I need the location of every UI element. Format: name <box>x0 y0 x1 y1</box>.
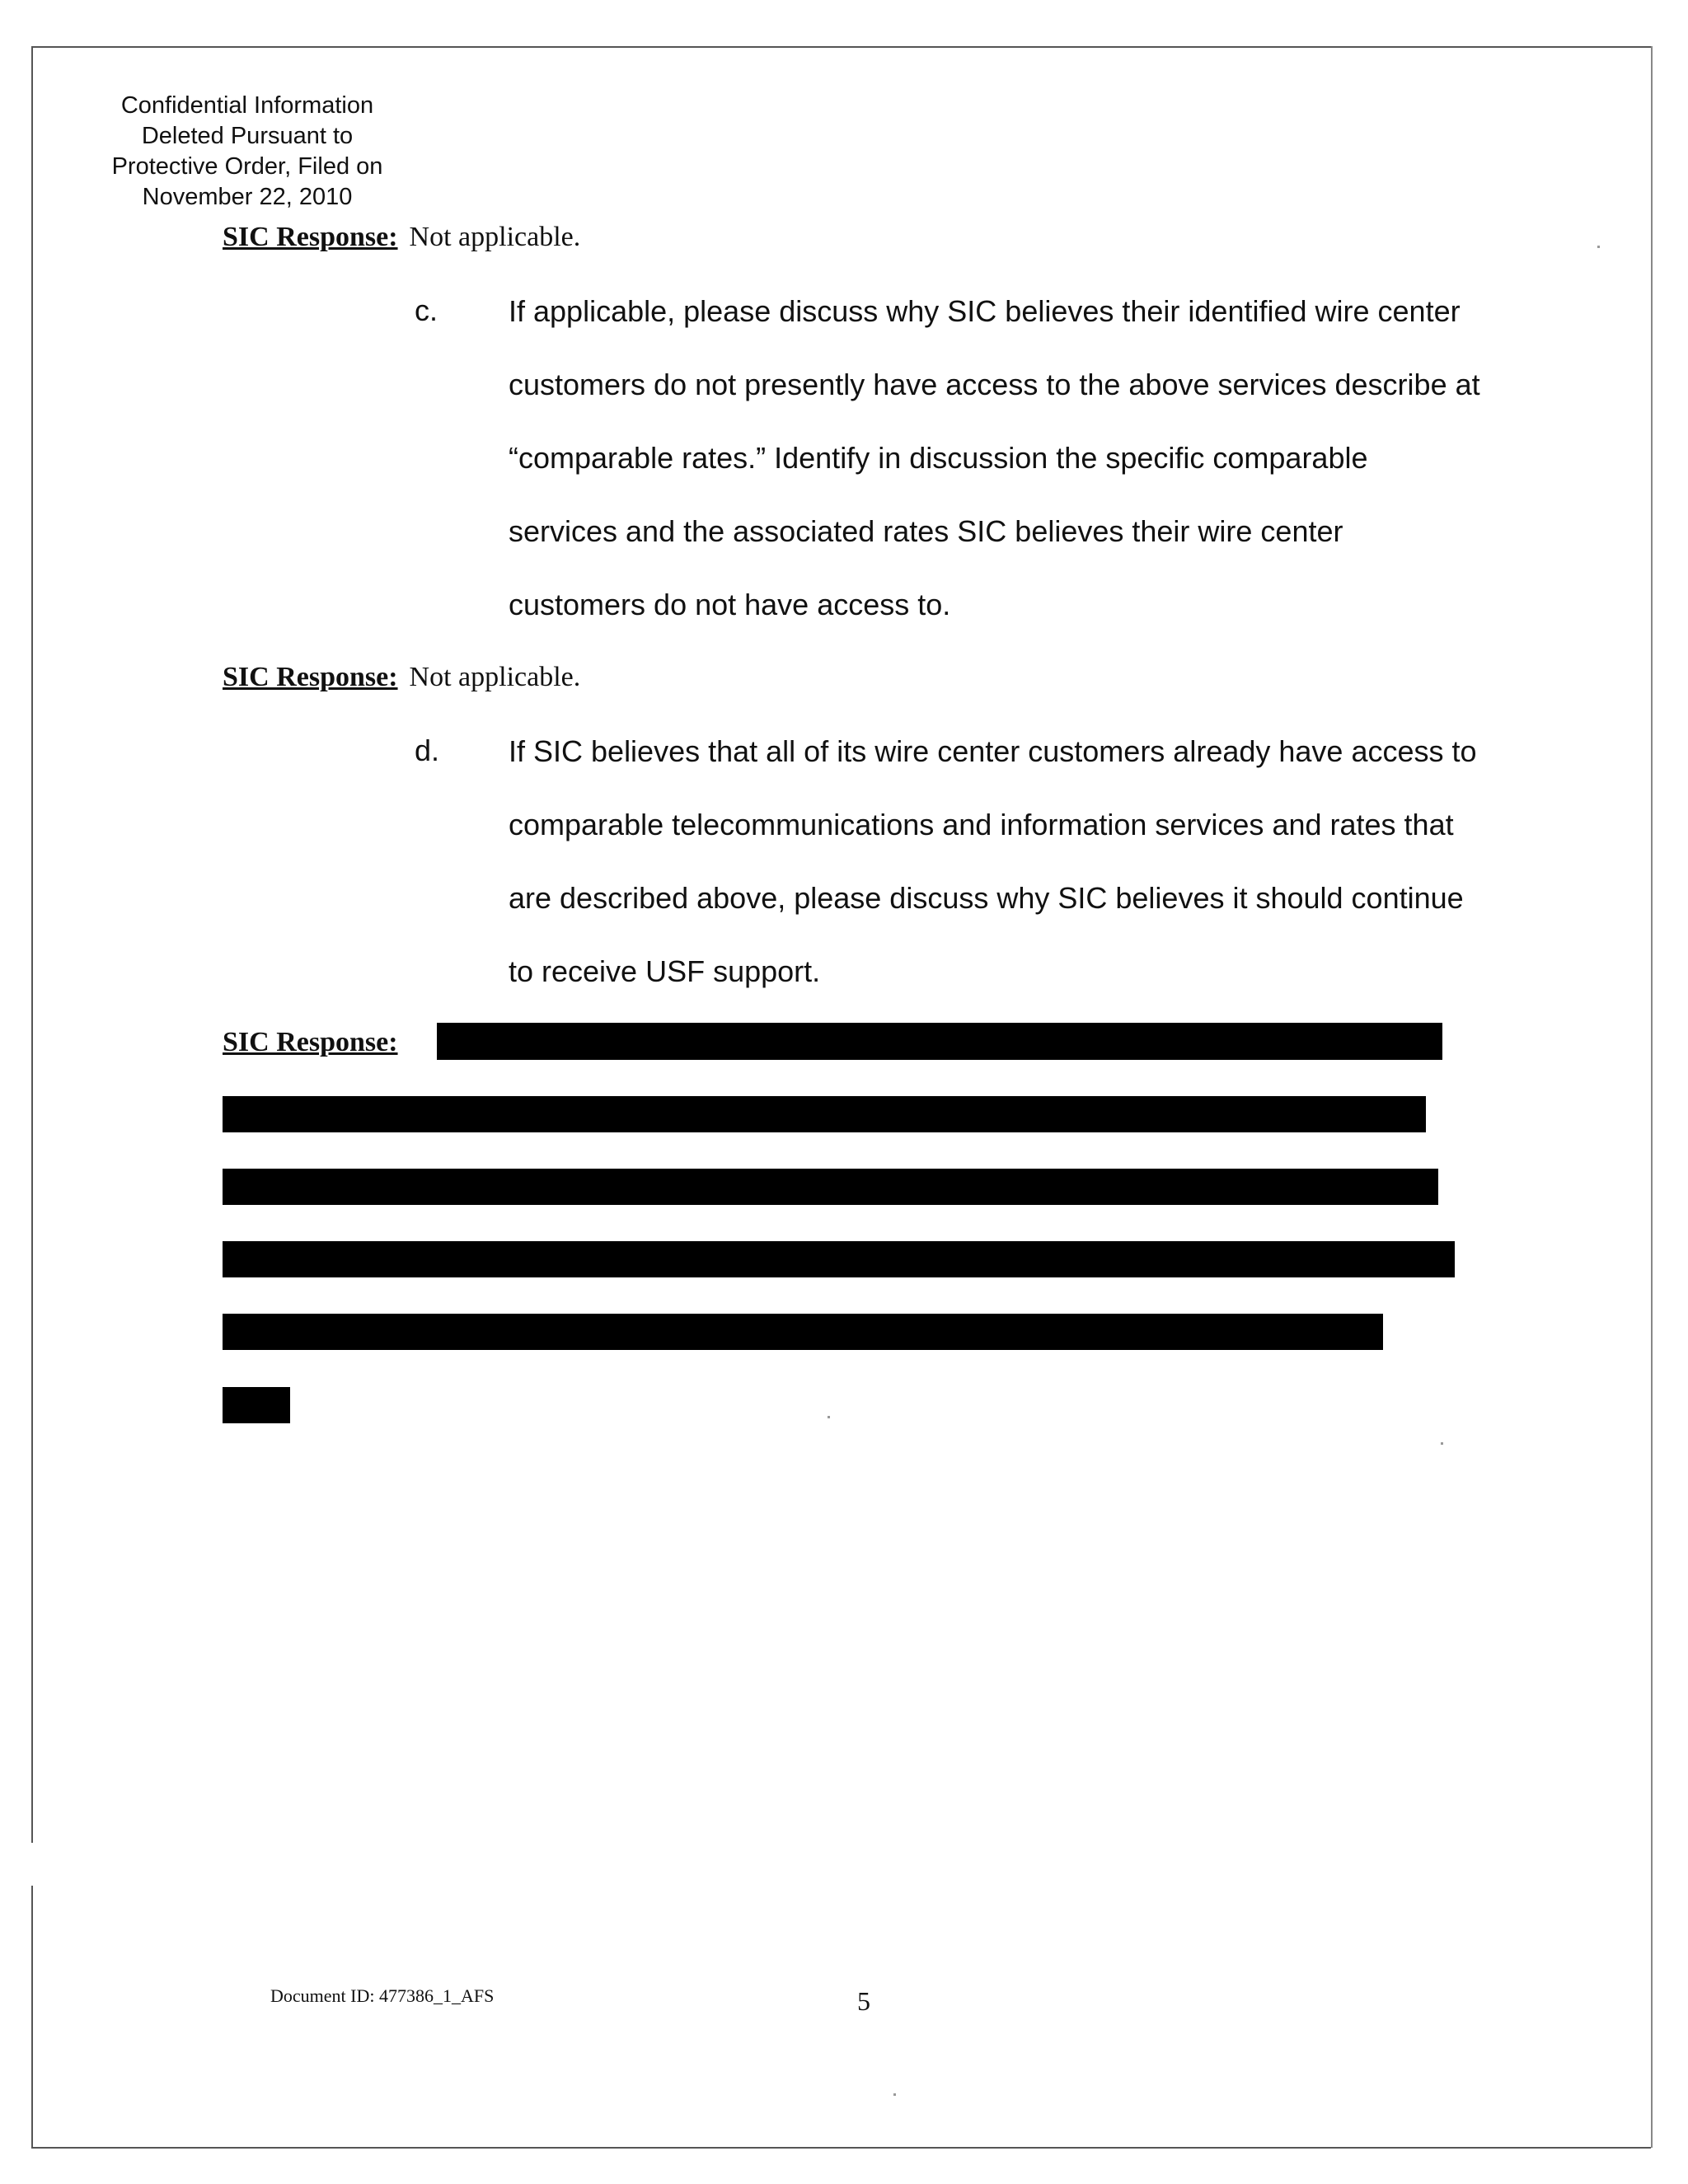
response-text: Not applicable. <box>409 222 581 252</box>
redaction-bar <box>223 1169 1438 1205</box>
item-text-d: If SIC believes that all of its wire center customers already have access to comparable telecommunications and information services and rates that are described above, please discuss why SIC believes it should continue to receive USF support. <box>509 734 1477 988</box>
sic-response-b <box>223 221 580 254</box>
scan-speck <box>1597 246 1600 248</box>
response-label: SIC Response: <box>223 662 398 692</box>
confidentiality-line: Confidential Information <box>120 92 374 119</box>
redaction-bar <box>223 1387 290 1423</box>
page-border-bottom <box>31 2147 1651 2149</box>
item-letter-d: d. <box>415 733 440 767</box>
page-border-right <box>1651 46 1653 2148</box>
redaction-bar <box>437 1023 1442 1060</box>
response-label: SIC Response: <box>223 1027 398 1057</box>
sic-response-c <box>223 661 580 694</box>
confidentiality-notice <box>107 91 387 213</box>
confidentiality-line: November 22, 2010 <box>142 184 353 210</box>
confidentiality-line: Protective Order, Filed on <box>111 153 383 180</box>
response-label: SIC Response: <box>223 222 398 252</box>
page-number: 5 <box>857 1986 870 2016</box>
page-border-top <box>31 46 1651 48</box>
item-text-c: If applicable, please discuss why SIC believes their identified wire center customers do not presently have access to the above services describe at “comparable rates.” Identify in discussion the specific comparable services and the associated rates SIC believes their wire center customers do not have access to. <box>509 294 1480 621</box>
scan-speck <box>893 2093 896 2096</box>
page-border-left-lower <box>31 1886 33 2148</box>
confidentiality-line: Deleted Pursuant to <box>141 123 354 149</box>
response-text: Not applicable. <box>409 662 581 692</box>
scan-speck <box>1441 1442 1443 1445</box>
sic-response-d <box>223 1026 410 1059</box>
scan-speck <box>828 1416 830 1418</box>
redaction-bar <box>223 1314 1383 1350</box>
redaction-bar <box>223 1096 1426 1132</box>
document-id: Document ID: 477386_1_AFS <box>270 1985 495 2006</box>
page-border-left <box>31 46 33 1843</box>
item-letter-c: c. <box>415 293 438 327</box>
redaction-bar <box>223 1241 1455 1277</box>
